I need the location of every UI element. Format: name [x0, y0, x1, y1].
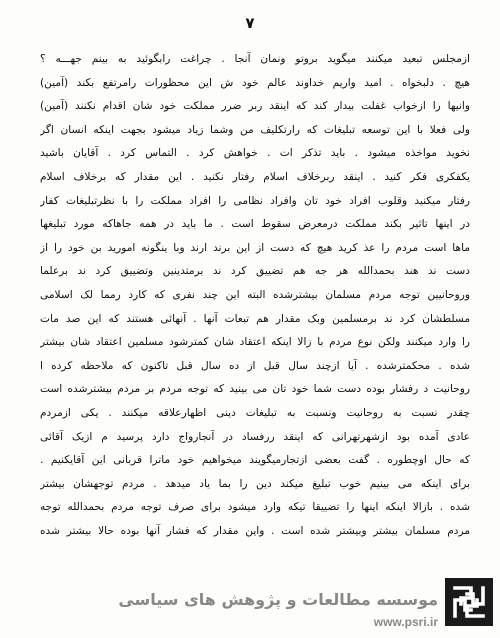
text-line: وروحانیین توجه مردم مسلمان بیشترشده البته این چند نفری که کارد رمما لک اسلامی: [40, 288, 470, 301]
watermark-name: موسسه مطالعات و پژوهش های سیاسی: [118, 590, 438, 609]
text-line: وانیها را ازخواب غفلت بیدار کند که اینقد ربر ضرر مملکت خود شان اقدام نکنند (آمین): [40, 100, 470, 113]
text-line: مردم مسلمان بیشتر وبیشتر شده است . واین مقدار که فشار آنها بوده حالا بیشتر شده: [40, 524, 470, 537]
text-line: روحانیت د رفشار بوده دست شما خود تان می بینید که توجه مردم بر مردم بیشترشده است: [40, 383, 470, 396]
text-line: ازمجلس تبعید میکنند میگوید بروتو ونمان آنجا . چراغت رابگوئید به بینم جهـــه ؟: [40, 53, 470, 65]
text-line: یکفکری فکر کنید . اینقد ربرخلاف اسلام رفتار نکنید . این مقدار که برخلاف اسلام: [40, 170, 470, 183]
body-text: [40, 48, 470, 543]
text-line: هیچ . دلبخواه . امید واریم خداوند عالم خود ش این محظورات رامرتفع بکند (آمین): [40, 76, 470, 89]
text-line: شده . محکمترشده . آیا ازچند سال قبل از ده سال قبل تاکنون که ملاحظه کرده ا: [40, 359, 470, 372]
watermark-url: www.psri.ir: [373, 615, 438, 629]
text-line: رفتار میکنید وقلوب افراد خود تان وافراد نظامی را افراد مملکت را با نظرتبلیغات کفار: [40, 194, 470, 207]
text-line: مسلطشان کرد ند برمسلمین وبک مقدار هم تبعات آنها . آنهائی هستند که این صد مات: [40, 312, 470, 325]
watermark-footer: [0, 572, 500, 638]
text-line: نخوید مواخذه میشود . باید تذکر ات . خواهش کرد . التماس کرد . آقایان باشید: [40, 147, 470, 160]
text-line: چقدر نسبت به روحانیت ونسبت به تبلیغات دینی اظهارعلاقه میکنند . یکی ازمردم: [40, 406, 470, 419]
text-line: ماها است مردم را عذ کرید هیچ که دست از این برند ارند وبا ینگونه امورید بن خود را از: [40, 241, 470, 254]
page-number: ۷: [245, 14, 255, 32]
text-line: برای اینکه می بینیم خوب تبلیغ میکند دین را بما یاد میدهد . مردم توجهشان بیشتر: [40, 477, 470, 490]
institute-logo-icon: [445, 578, 493, 626]
text-line: که حال اوچطوره . گفت بعضی ازتجارمیگویند میخواهیم خود ماترا قربانی این آقایکنیم .: [40, 454, 470, 467]
text-line: دست ند هند بحمدالله هر جه هم تضییق کرد ند برمتدینین وتضییق کرد ند برعلما: [40, 265, 470, 278]
text-line: را وارد میکنند ولکن نوع مردم با زالا اینکه اعتقاد شان کمترشود مسلمین اعتقاد شان بیشتر: [40, 336, 470, 349]
text-line: شده . بازالا اینکه اینها را تضییقا تیکه وارد میشود برای صرف توجه مردم بحمدالله توجه: [40, 501, 470, 514]
text-line: عادی آمده بود ازشهرتهرانی که اینقد ررفساد در آنجارواج دارد پرسید م ازیک آقائی: [40, 430, 470, 443]
text-line: در اینها تاثیر بکند مملکت درمعرض سقوط است . ما باید در همه جاهاکه مورد تبلیغها: [40, 218, 470, 231]
text-line: ولی فعلا با این توسعه تبلیغات که رارتکلیف من وشما زیاد میشود بجهت اینکه انسان اگر: [40, 123, 470, 136]
